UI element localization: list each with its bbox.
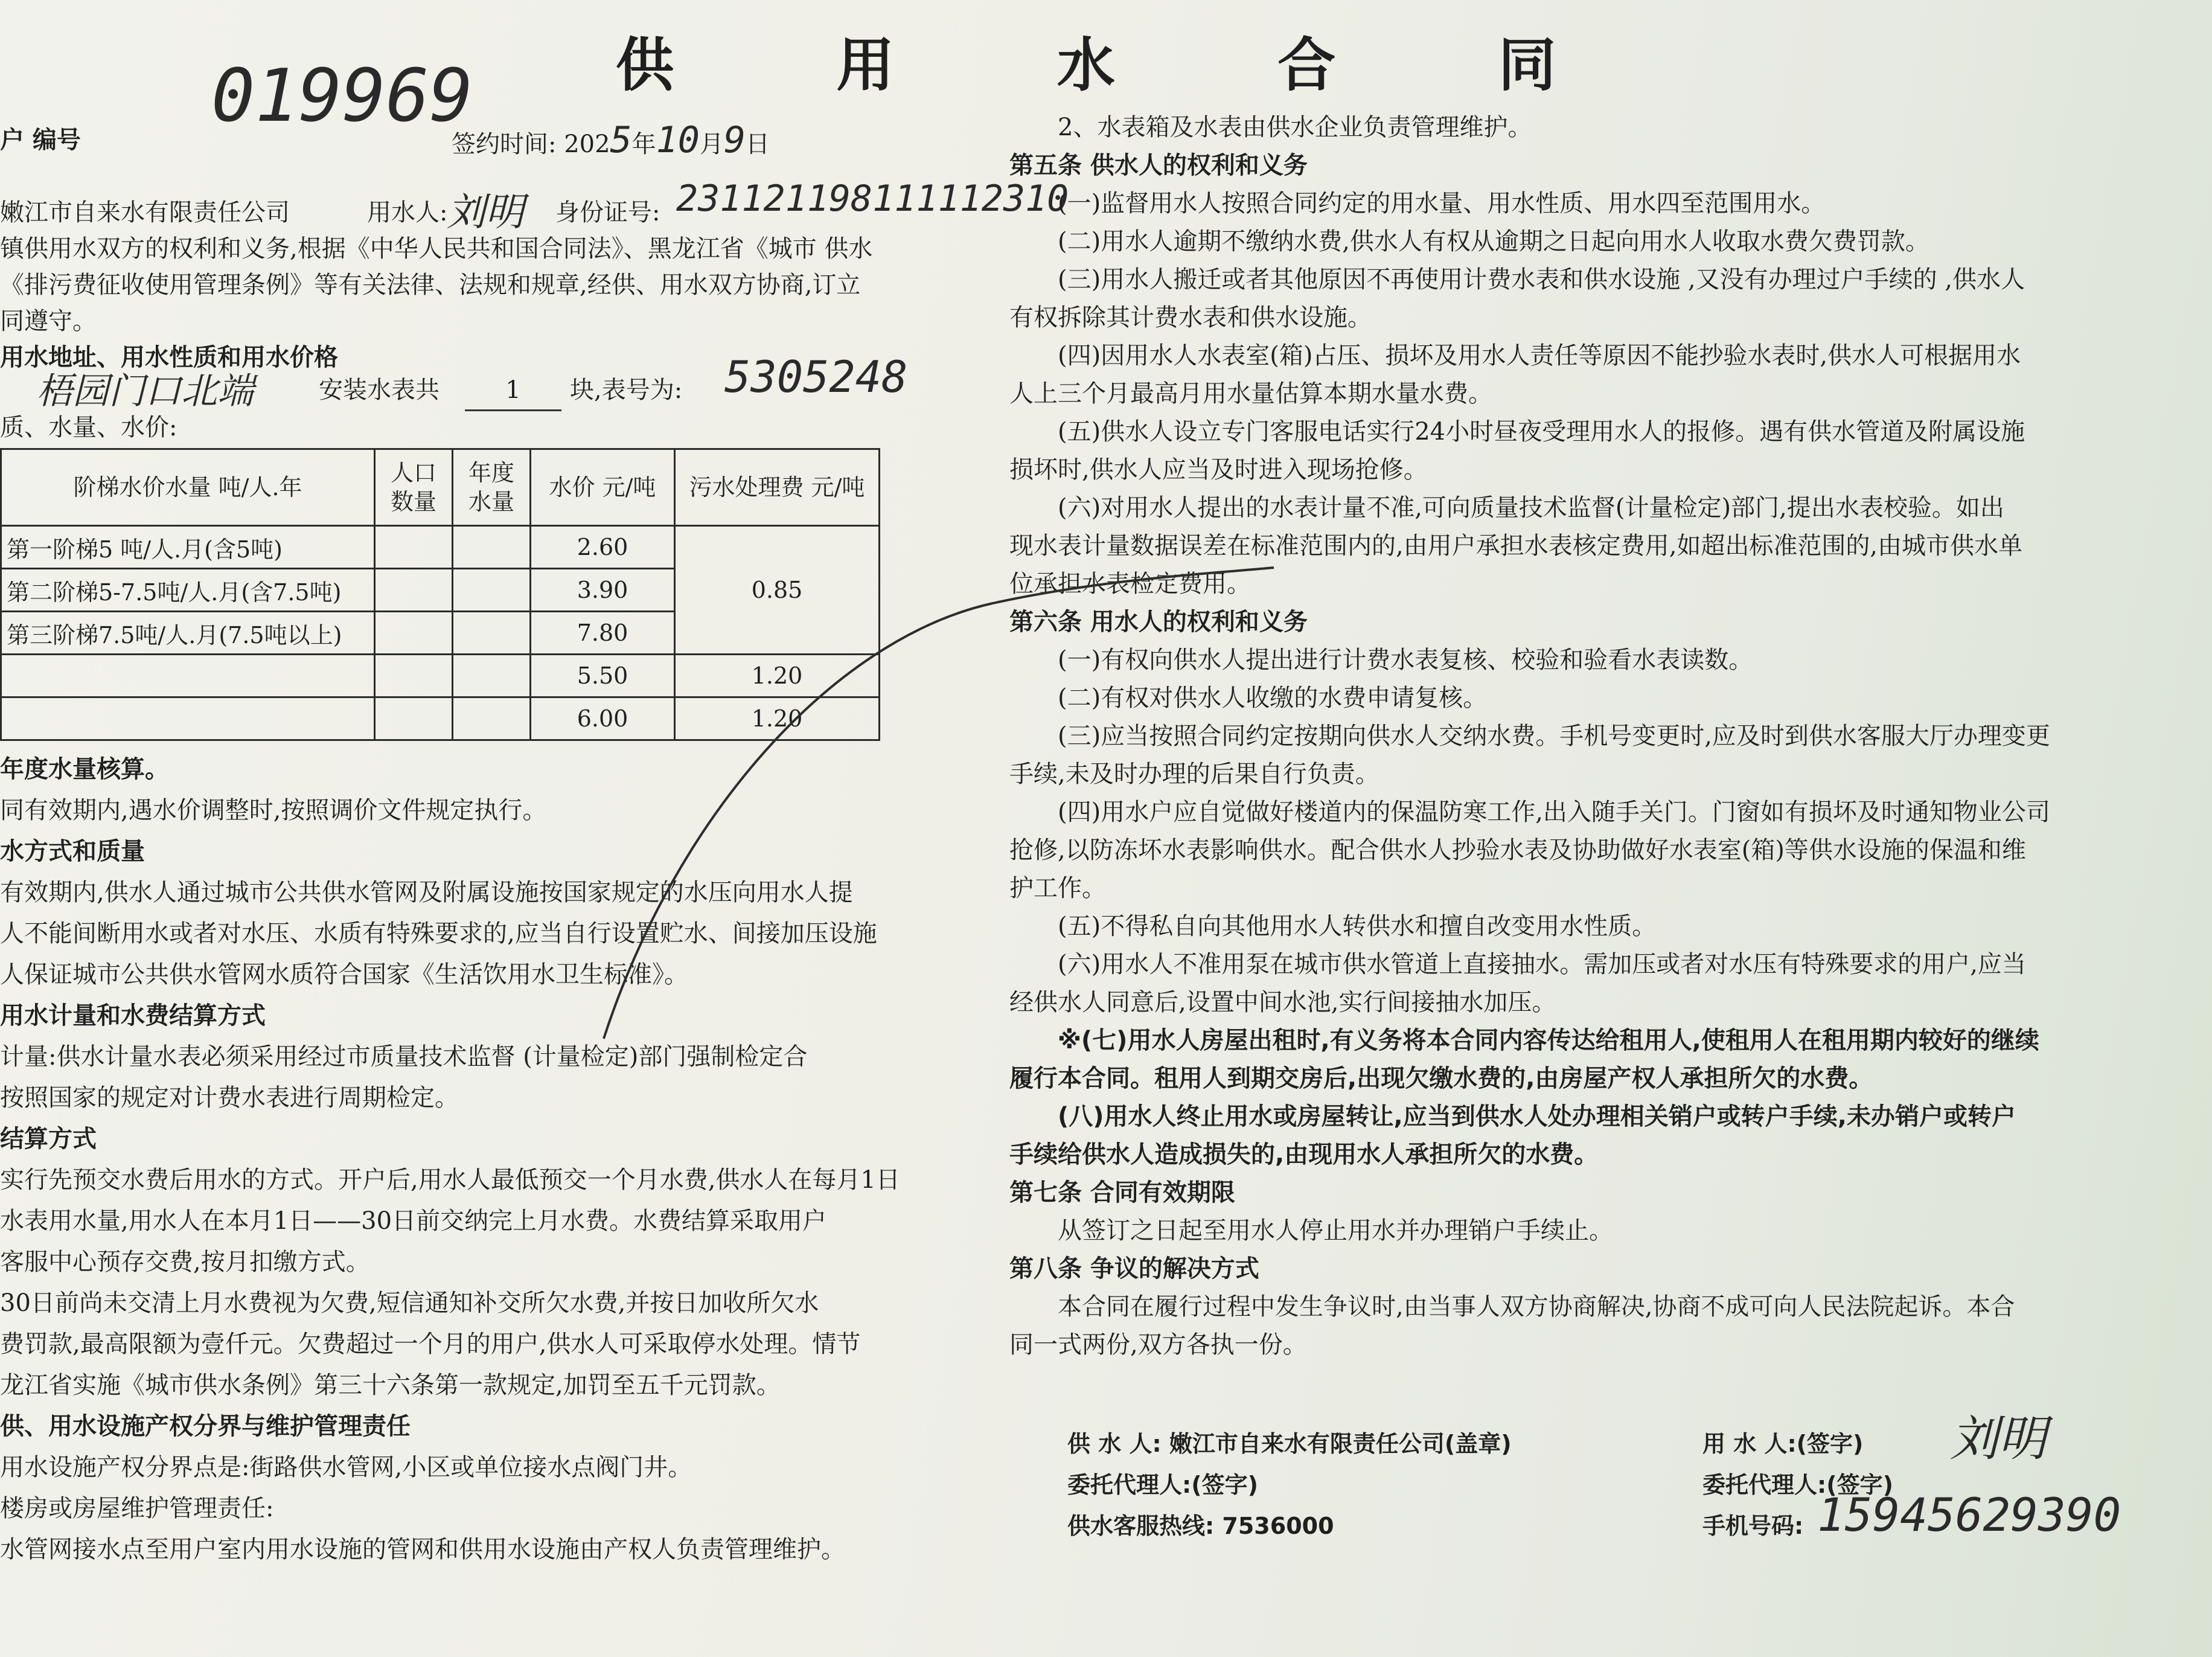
header-tier: 阶梯水价水量 吨/人.年	[1, 449, 375, 526]
right-clause-line: (三)应当按照合同约定按期向供水人交纳水费。手机号变更时,应及时到供水客服大厅办理变更	[1058, 722, 2050, 750]
header-sewage: 污水处理费 元/吨	[675, 449, 880, 526]
meter-number-hand: 5305248	[724, 351, 908, 402]
article-heading: 第八条 争议的解决方式	[1009, 1255, 1259, 1283]
sewage-cell: 1.20	[675, 697, 880, 740]
intro-line-2: 《排污费征收使用管理条例》等有关法律、法规和规章,经供、用水双方协商,订立	[0, 271, 861, 299]
phone-number-hand: 15945629390	[1817, 1488, 2121, 1542]
sign-date-year-label: 年	[631, 130, 656, 158]
price-cell: 3.90	[531, 569, 675, 612]
sewage-cell: 0.85	[675, 526, 880, 655]
left-clause-line: 计量:供水计量水表必须采用经过市质量技术监督 (计量检定)部门强制检定合	[0, 1043, 808, 1071]
user-label: 用水人:	[367, 199, 448, 226]
left-clause-line: 水管网接水点至用户室内用水设施的管网和供用水设施由产权人负责管理维护。	[0, 1536, 845, 1563]
right-clause-line: ※(七)用水人房屋出租时,有义务将本合同内容传达给租用人,使租用人在租用期内较好的继续	[1058, 1027, 2039, 1054]
left-clause-line: 同有效期内,遇水价调整时,按照调价文件规定执行。	[0, 796, 547, 824]
meter-text-a: 安装水表共	[319, 376, 440, 404]
sign-date-day-label: 日	[746, 130, 770, 158]
left-clause-line: 龙江省实施《城市供水条例》第三十六条第一款规定,加罚至五千元罚款。	[0, 1371, 781, 1399]
left-clause-line: 人保证城市公共供水管网水质符合国家《生活饮用水卫生标准》。	[0, 961, 688, 989]
price-cell: 6.00	[531, 697, 675, 740]
supplier-signature-label: 供 水 人: 嫩江市自来水有限责任公司(盖章)	[1067, 1431, 1512, 1457]
left-clause-line: 人不能间断用水或者对水压、水质有特殊要求的,应当自行设置贮水、间接加压设施	[0, 920, 877, 947]
sign-date-prefix: 签约时间: 202	[452, 130, 610, 158]
left-clause-line: 用水设施产权分界点是:街路供水管网,小区或单位接水点阀门井。	[0, 1453, 692, 1481]
right-clause-line: 有权拆除其计费水表和供水设施。	[1009, 304, 1372, 332]
right-clause-line: 手续,未及时办理的后果自行负责。	[1009, 760, 1379, 788]
left-clause-line: 年度水量核算。	[0, 755, 169, 783]
left-clause-line: 实行先预交水费后用水的方式。开户后,用水人最低预交一个月水费,供水人在每月1日	[0, 1166, 900, 1194]
header-annual-volume: 年度水量	[453, 449, 531, 526]
user-agent-label: 委托代理人:(签字)	[1702, 1472, 1893, 1498]
supplier-name: 嫩江市自来水有限责任公司	[0, 199, 290, 226]
right-clause-line: 人上三个月最高月用水量估算本期水量水费。	[1009, 380, 1492, 408]
tier-label: 第三阶梯7.5吨/人.月(7.5吨以上)	[1, 612, 375, 655]
tier-label: 第一阶梯5 吨/人.月(含5吨)	[1, 526, 375, 569]
header-population: 人口数量	[375, 449, 453, 526]
right-clause-line: (八)用水人终止用水或房屋转让,应当到供水人处办理相关销户或转户手续,未办销户或转户	[1058, 1103, 2016, 1130]
sign-date-year-digit: 5	[610, 119, 632, 161]
left-clause-line: 有效期内,供水人通过城市公共供水管网及附属设施按国家规定的水压向用水人提	[0, 879, 853, 906]
price-cell: 2.60	[531, 526, 675, 569]
handwritten-serial-number: 019969	[211, 54, 473, 138]
left-clause-line: 客服中心预存交费,按月扣缴方式。	[0, 1248, 370, 1276]
left-clause-line: 用水计量和水费结算方式	[0, 1002, 266, 1030]
phone-label: 手机号码:	[1702, 1513, 1804, 1539]
right-clause-line: 本合同在履行过程中发生争议时,由当事人双方协商解决,协商不成可向人民法院起诉。本合	[1058, 1293, 2015, 1321]
tier-label: 第二阶梯5-7.5吨/人.月(含7.5吨)	[1, 569, 375, 612]
right-clause-line: (五)不得私自向其他用水人转供水和擅自改变用水性质。	[1058, 912, 1657, 940]
document-title: 供 用 水 合 同	[616, 31, 1628, 99]
user-number-label: 户 编号	[0, 126, 81, 154]
user-signature-label: 用 水 人:(签字)	[1702, 1431, 1864, 1457]
article-heading: 第六条 用水人的权利和义务	[1009, 608, 1308, 636]
left-clause-line: 楼房或房屋维护管理责任:	[0, 1495, 274, 1522]
intro-line-3: 同遵守。	[0, 307, 97, 335]
meter-text-b: 块,表号为:	[570, 376, 683, 404]
right-clause-line: 损坏时,供水人应当及时进入现场抢修。	[1009, 456, 1428, 484]
id-label: 身份证号:	[555, 199, 660, 226]
left-clause-line: 水表用水量,用水人在本月1日——30日前交纳完上月水费。水费结算采取用户	[0, 1207, 827, 1235]
right-clause-line: (一)监督用水人按照合同约定的用水量、用水性质、用水四至范围用水。	[1058, 190, 1826, 217]
article-heading: 第五条 供水人的权利和义务	[1009, 152, 1308, 179]
right-clause-line: 2、水表箱及水表由供水企业负责管理维护。	[1058, 114, 1532, 141]
price-cell: 7.80	[531, 612, 675, 655]
right-clause-line: 护工作。	[1009, 874, 1106, 902]
right-clause-line: (六)用水人不准用泵在城市供水管道上直接抽水。需加压或者对水压有特殊要求的用户,应当	[1058, 950, 2026, 978]
sign-date-day-hand: 9	[723, 119, 746, 161]
right-clause-line: (二)有权对供水人收缴的水费申请复核。	[1058, 684, 1488, 712]
left-clause-line: 按照国家的规定对计费水表进行周期检定。	[0, 1084, 459, 1112]
left-clause-line: 供、用水设施产权分界与维护管理责任	[0, 1412, 411, 1440]
left-clause-line: 水方式和质量	[0, 838, 145, 865]
hotline-label: 供水客服热线: 7536000	[1067, 1513, 1334, 1539]
price-cell: 5.50	[531, 655, 675, 697]
right-clause-line: 从签订之日起至用水人停止用水并办理销户手续止。	[1058, 1217, 1613, 1245]
right-clause-line: (五)供水人设立专门客服电话实行24小时昼夜受理用水人的报修。遇有供水管道及附属设施	[1058, 418, 2025, 446]
right-clause-line: (四)用水户应自觉做好楼道内的保温防寒工作,出入随手关门。门窗如有损坏及时通知物业公司	[1058, 798, 2050, 826]
article-heading: 第七条 合同有效期限	[1009, 1179, 1235, 1207]
address-hand: 梧园门口北端	[36, 370, 254, 412]
header-price: 水价 元/吨	[531, 449, 675, 526]
sign-date-month-label: 月	[699, 130, 724, 158]
right-clause-line: 履行本合同。租用人到期交房后,出现欠缴水费的,由房屋产权人承担所欠的水费。	[1009, 1065, 1873, 1092]
supplier-agent-label: 委托代理人:(签字)	[1067, 1472, 1258, 1498]
intro-line-1: 镇供用水双方的权利和义务,根据《中华人民共和国合同法》、黑龙江省《城市 供水	[0, 235, 873, 263]
sewage-cell: 1.20	[675, 655, 880, 697]
right-clause-line: (三)用水人搬迁或者其他原因不再使用计费水表和供水设施 ,又没有办理过户手续的 ,供水人	[1058, 266, 2025, 293]
right-clause-line: (二)用水人逾期不缴纳水费,供水人有权从逾期之日起向用水人收取水费欠费罚款。	[1058, 228, 1929, 255]
right-clause-line: (四)因用水人水表室(箱)占压、损坏及用水人责任等原因不能抄验水表时,供水人可根据用水	[1058, 342, 2021, 370]
sign-date-month-hand: 10	[656, 119, 700, 161]
left-clause-line: 30日前尚未交清上月水费视为欠费,短信通知补交所欠水费,并按日加收所欠水	[0, 1289, 819, 1317]
left-clause-line: 费罚款,最高限额为壹仟元。欠费超过一个月的用户,供水人可采取停水处理。情节	[0, 1330, 861, 1358]
user-signature-hand: 刘明	[1950, 1411, 2047, 1467]
meter-count-value: 1	[465, 371, 561, 411]
user-name-hand: 刘明	[447, 190, 524, 235]
right-clause-line: (一)有权向供水人提出进行计费水表复核、校验和验看水表读数。	[1058, 646, 1753, 674]
id-number-hand: 231121198111112310	[676, 178, 1069, 220]
right-clause-line: 现水表计量数据误差在标准范围内的,由用户承担水表核定费用,如超出标准范围的,由城市供水单	[1009, 532, 2023, 560]
price-label: 质、水量、水价:	[0, 414, 177, 441]
left-clause-line: 结算方式	[0, 1125, 97, 1153]
right-clause-line: 经供水人同意后,设置中间水池,实行间接抽水加压。	[1009, 989, 1556, 1016]
right-clause-line: 抢修,以防冻坏水表影响供水。配合供水人抄验水表及协助做好水表室(箱)等供水设施的保温和维	[1009, 836, 2026, 864]
right-clause-line: (六)对用水人提出的水表计量不准,可向质量技术监督(计量检定)部门,提出水表校验。如出	[1058, 494, 2004, 522]
right-clause-line: 手续给供水人造成损失的,由现用水人承担所欠的水费。	[1009, 1141, 1599, 1168]
right-clause-line: 同一式两份,双方各执一份。	[1009, 1331, 1307, 1359]
right-clause-line: 位承担水表检定费用。	[1009, 570, 1251, 598]
section-1-heading: 用水地址、用水性质和用水价格	[0, 344, 338, 371]
